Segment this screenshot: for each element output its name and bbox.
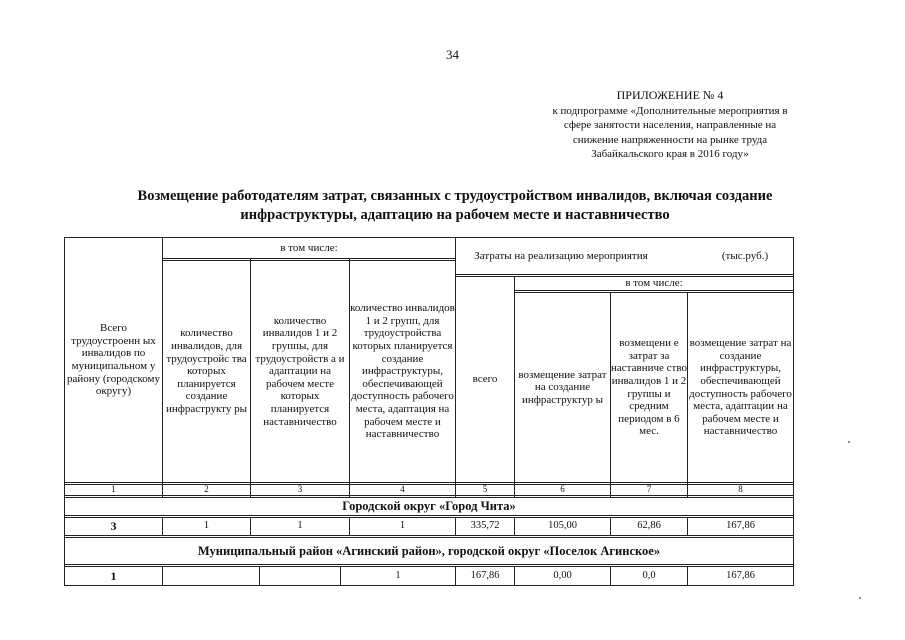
table-border-right — [793, 237, 794, 586]
header-col8: возмещение затрат на создание инфраструктуры, обеспечивающей доступность рабочего места, адаптации на рабочем месте и наставничество — [689, 337, 792, 438]
appendix-line: сфере занятости населения, направленные на — [563, 119, 777, 131]
table-cell: 62,86 — [637, 519, 661, 531]
column-number: 2 — [204, 484, 209, 495]
appendix-line: снижение напряженности на рынке труда — [572, 133, 768, 146]
table-cell: 335,72 — [470, 519, 500, 531]
table-cell: 1 — [399, 519, 406, 531]
page-number: 34 — [446, 47, 459, 62]
appendix-note — [520, 88, 820, 162]
table-cell: 0,0 — [642, 569, 656, 581]
table-cell: 167,86 — [726, 569, 755, 581]
table-cell: 105,00 — [548, 519, 577, 531]
header-total-employed: Всего трудоустроенн ых инвалидов по муниципальном у району (городскому округу) — [66, 322, 160, 398]
column-number: 7 — [646, 484, 652, 495]
header-col7: возмещени е затрат за наставниче ство инвалидов 1 и 2 группы и средним периодом в 6 мес. — [611, 337, 687, 438]
table-border-bottom — [64, 585, 794, 586]
column-number: 3 — [297, 484, 303, 495]
appendix-line: Забайкальского края в 2016 году» — [591, 148, 749, 160]
header-col5: всего — [472, 373, 498, 386]
header-costs-unit: (тыс.руб.) — [721, 249, 769, 262]
table-cell: 1 — [395, 569, 401, 581]
header-col3: количество инвалидов 1 и 2 группы, для трудоустройств а и адаптации на рабочем месте которых планируется наставничество — [255, 314, 345, 428]
table-cell: 0,00 — [553, 569, 572, 581]
header-col6: возмещение затрат на создание инфраструктур ы — [518, 368, 607, 406]
appendix-line: к подпрограмме «Дополнительные мероприятия в — [552, 104, 788, 117]
header-col2: количество инвалидов, для трудоустройс тва которых планируется создание инфраструкту ры — [166, 327, 247, 415]
header-costs: Затраты на реализацию мероприятия — [474, 249, 648, 262]
column-number: 4 — [400, 484, 405, 495]
title-line: инфраструктуры, адаптацию на рабочем месте и наставничество — [240, 207, 670, 223]
table-cell: 1 — [297, 519, 303, 531]
column-number: 1 — [111, 484, 116, 495]
table-cell: 1 — [203, 519, 210, 531]
column-number: 8 — [738, 484, 743, 495]
table-cell — [163, 567, 259, 585]
header-including: в том числе: — [280, 241, 338, 254]
table-cell: 167,86 — [726, 519, 755, 531]
scan-speck — [859, 597, 861, 599]
section-title-chita: Городской округ «Город Чита» — [342, 498, 516, 513]
title-line: Возмещение работодателям затрат, связанных с трудоустройством инвалидов, включая создание — [137, 188, 773, 204]
header-col4: количество инвалидов 1 и 2 групп, для трудоустройства которых планируется создание инфраструктуры, обеспечивающей доступность рабочего места, адаптация на рабочем месте и наставничество — [350, 302, 455, 441]
column-number: 6 — [560, 484, 565, 495]
document-title — [60, 187, 850, 225]
column-number: 5 — [482, 484, 488, 495]
appendix-title: ПРИЛОЖЕНИЕ № 4 — [616, 88, 724, 102]
table-cell — [260, 567, 340, 585]
table-cell: 167,86 — [470, 569, 500, 581]
header-costs-including: в том числе: — [625, 277, 683, 290]
table-cell: 3 — [110, 518, 117, 533]
table-cell: 1 — [110, 568, 117, 583]
scan-speck — [848, 441, 850, 443]
section-title-aginsky: Муниципальный район «Агинский район», городской округ «Поселок Агинское» — [197, 543, 661, 558]
